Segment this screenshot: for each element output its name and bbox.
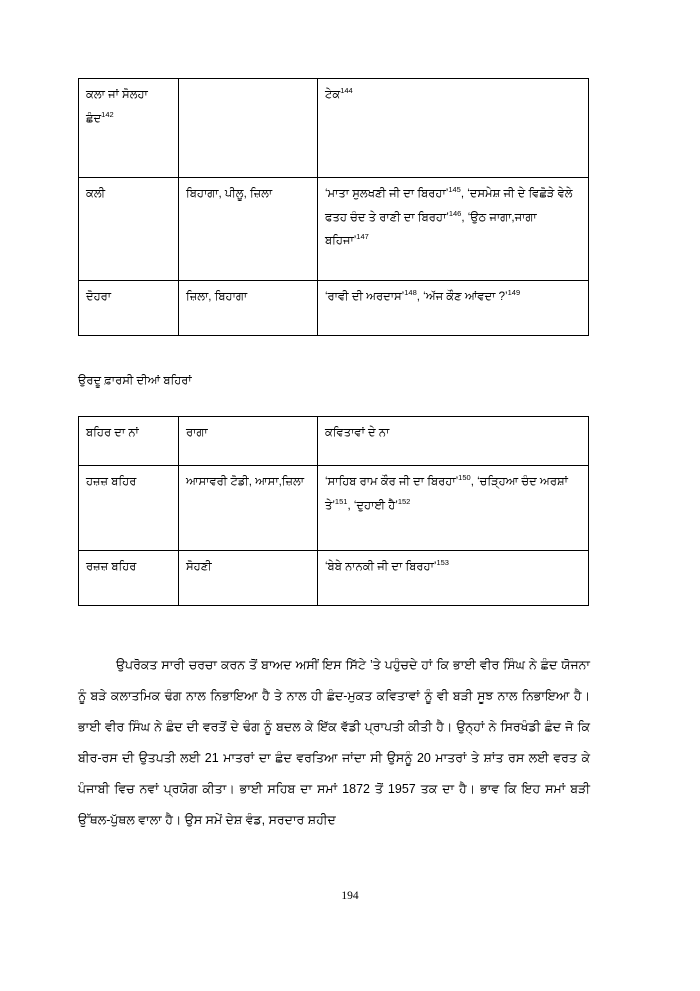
table-row [79,551,589,606]
footnote-ref-3: 147 [356,232,369,242]
footnote-ref: 148 [404,288,417,298]
cell-text: ਜ਼ਿਲਾ, ਬਿਹਾਗਾ [186,291,248,303]
cell-text: ਆਸਾਵਰੀ ਟੋਡੀ, ਆਸਾ,ਜ਼ਿਲਾ [186,476,305,489]
cell-text: ‘ਮਾਤਾ ਸੁਲਖਣੀ ਜੀ ਦਾ ਬਿਰਹਾ’ [325,188,449,200]
page-content [78,78,588,836]
cell-text: ਬਿਹਾਗਾ, ਪੀਲੂ, ਜ਼ਿਲਾ [186,188,273,200]
table2-r1-c2 [179,551,318,606]
bahir-raga-kavita-table [78,416,589,606]
body-paragraph: ਉਪਰੋਕਤ ਸਾਰੀ ਚਰਚਾ ਕਰਨ ਤੋਂ ਬਾਅਦ ਅਸੀਂ ਇਸ ਸਿੱਟੇ ’ਤੇ ਪਹੁੰਚਦੇ ਹਾਂ ਕਿ ਭਾਈ ਵੀਰ ਸਿੰਘ ਨੇ ਛੰਦ ਯੋਜਨਾ ਨੂੰ ਬੜੇ ਕਲਾਤਮਿਕ ਢੰਗ ਨਾਲ ਨਿਭਾਇਆ ਹੈ ਤੇ ਨਾਲ ਹੀ ਛੰਦ-ਮੁਕਤ ਕਵਿਤਾਵਾਂ ਨੂੰ ਵੀ ਬੜੀ ਸੂਝ ਨਾਲ ਨਿਭਾਇਆ ਹੈ। ਭਾਈ ਵੀਰ ਸਿੰਘ ਨੇ ਛੰਦ ਦੀ ਵਰਤੋਂ ਦੇ ਢੰਗ ਨੂੰ ਬਦਲ ਕੇ ਇੱਕ ਵੱਡੀ ਪ੍ਰਾਪਤੀ ਕੀਤੀ ਹੈ। ਉਨ੍ਹਾਂ ਨੇ ਸਿਰਖੰਡੀ ਛੰਦ ਜੋ ਕਿ ਬੀਰ-ਰਸ ਦੀ ਉਤਪਤੀ ਲਈ 21 ਮਾਤਰਾਂ ਦਾ ਛੰਦ ਵਰਤਿਆ ਜਾਂਦਾ ਸੀ ਉਸਨੂੰ 20 ਮਾਤਰਾਂ ਤੇ ਸ਼ਾਂਤ ਰਸ ਲਈ ਵਰਤ ਕੇ ਪੰਜਾਬੀ ਵਿਚ ਨਵਾਂ ਪ੍ਰਯੋਗ ਕੀਤਾ। ਭਾਈ ਸਹਿਬ ਦਾ ਸਮਾਂ 1872 ਤੋਂ 1957 ਤਕ ਦਾ ਹੈ। ਭਾਵ ਕਿ ਇਹ ਸਮਾਂ ਬੜੀ ਉੱਥਲ-ਪੁੱਥਲ ਵਾਲਾ ਹੈ। ਉਸ ਸਮੇਂ ਦੇਸ਼ ਵੰਡ, ਸਰਦਾਰ ਸ਼ਹੀਦ [78,658,590,828]
table1-r1-c3 [318,178,589,281]
table1-r2-c3 [318,281,589,336]
cell-text: ਹਜ਼ਜ਼ ਬਹਿਰ [86,476,137,489]
page-number: 194 [341,890,359,902]
table2-header-bahir-name: ਬਹਿਰ ਦਾ ਨਾਂ [79,417,179,466]
chhand-raga-kavita-table [78,78,589,336]
footnote-ref-2: 151 [334,497,348,507]
footnote-ref: 142 [101,109,114,119]
cell-text-3: , ‘ਉਠ ਜਾਗਾ,ਜਾਗਾ ਬਹਿਜਾ’ [325,211,537,248]
cell-text: ‘ਰਾਵੀ ਦੀ ਅਰਦਾਸ’ [325,291,405,303]
table-row [79,466,589,551]
cell-text-3: , ‘ਦੁਹਾਈ ਹੈ’ [347,499,398,512]
footnote-ref: 145 [448,185,461,195]
table2-r1-c3 [318,551,589,606]
cell-text-2: , ‘ਦਸਮੇਸ਼ ਜੀ ਦੇ ਵਿਛੋੜੇ ਵੇਲੇ ਫਤਹ ਚੰਦ ਤੇ ਰਾਣੀ ਦਾ ਬਿਰਹਾ’ [325,188,573,224]
footnote-ref-2: 149 [507,288,521,298]
cell-text: ‘ਸਾਹਿਬ ਰਾਮ ਕੌਰ ਜੀ ਦਾ ਬਿਰਹਾ’ [325,476,459,489]
section-heading: ਉਰਦੂ ਫ਼ਾਰਸੀ ਦੀਆਂ ਬਹਿਰਾਂ [78,375,192,387]
table2-r0-c3 [318,466,589,551]
spacer [78,336,588,372]
table1-r1-c1 [79,178,179,281]
table-header-row [79,417,589,466]
footnote-ref-2: 146 [448,208,462,218]
cell-text: ਸੋਹਣੀ [186,561,212,574]
footnote-ref: 153 [436,558,449,568]
table2-header-kavita-names: ਕਵਿਤਾਵਾਂ ਦੇ ਨਾ [318,417,589,466]
cell-text: ਦੋਹਰਾ [86,291,112,303]
cell-text: ਕਲੀ [86,188,106,200]
footnote-ref: 150 [458,473,471,483]
table-row [79,281,589,336]
table2-header-raga: ਰਾਗਾ [179,417,318,466]
table2-r0-c2 [179,466,318,551]
cell-text: ‘ਬੇਬੇ ਨਾਨਕੀ ਜੀ ਦਾ ਬਿਰਹਾ’ [325,561,437,574]
footnote-ref-3: 152 [397,497,411,507]
cell-text: ਟੇਕ [325,89,341,101]
footnote-ref: 144 [340,86,353,96]
table1-r0-c1 [79,79,179,178]
cell-text-2: , ‘ਅੱਜ ਕੌਣ ਆਂਵਦਾ ?’ [416,291,508,303]
table-row [79,79,589,178]
table-row [79,178,589,281]
table1-r1-c2 [179,178,318,281]
table2-r0-c1 [79,466,179,551]
cell-text: ਕਲਾ ਜਾਂ ਸੋਲਹਾ ਛੰਦ [86,89,148,125]
table1-r2-c2 [179,281,318,336]
table1-r0-c2 [179,79,318,178]
table1-r2-c1 [79,281,179,336]
cell-text-2: , ‘ਚੜ੍ਹਿਆ ਚੰਦ ਅਰਸ਼ਾਂ ਤੇ’ [325,476,568,512]
table1-r0-c3 [318,79,589,178]
spacer [78,390,588,416]
table2-r1-c1 [79,551,179,606]
spacer [78,606,588,650]
cell-text: ਰਜ਼ਜ਼ ਬਹਿਰ [86,561,137,574]
